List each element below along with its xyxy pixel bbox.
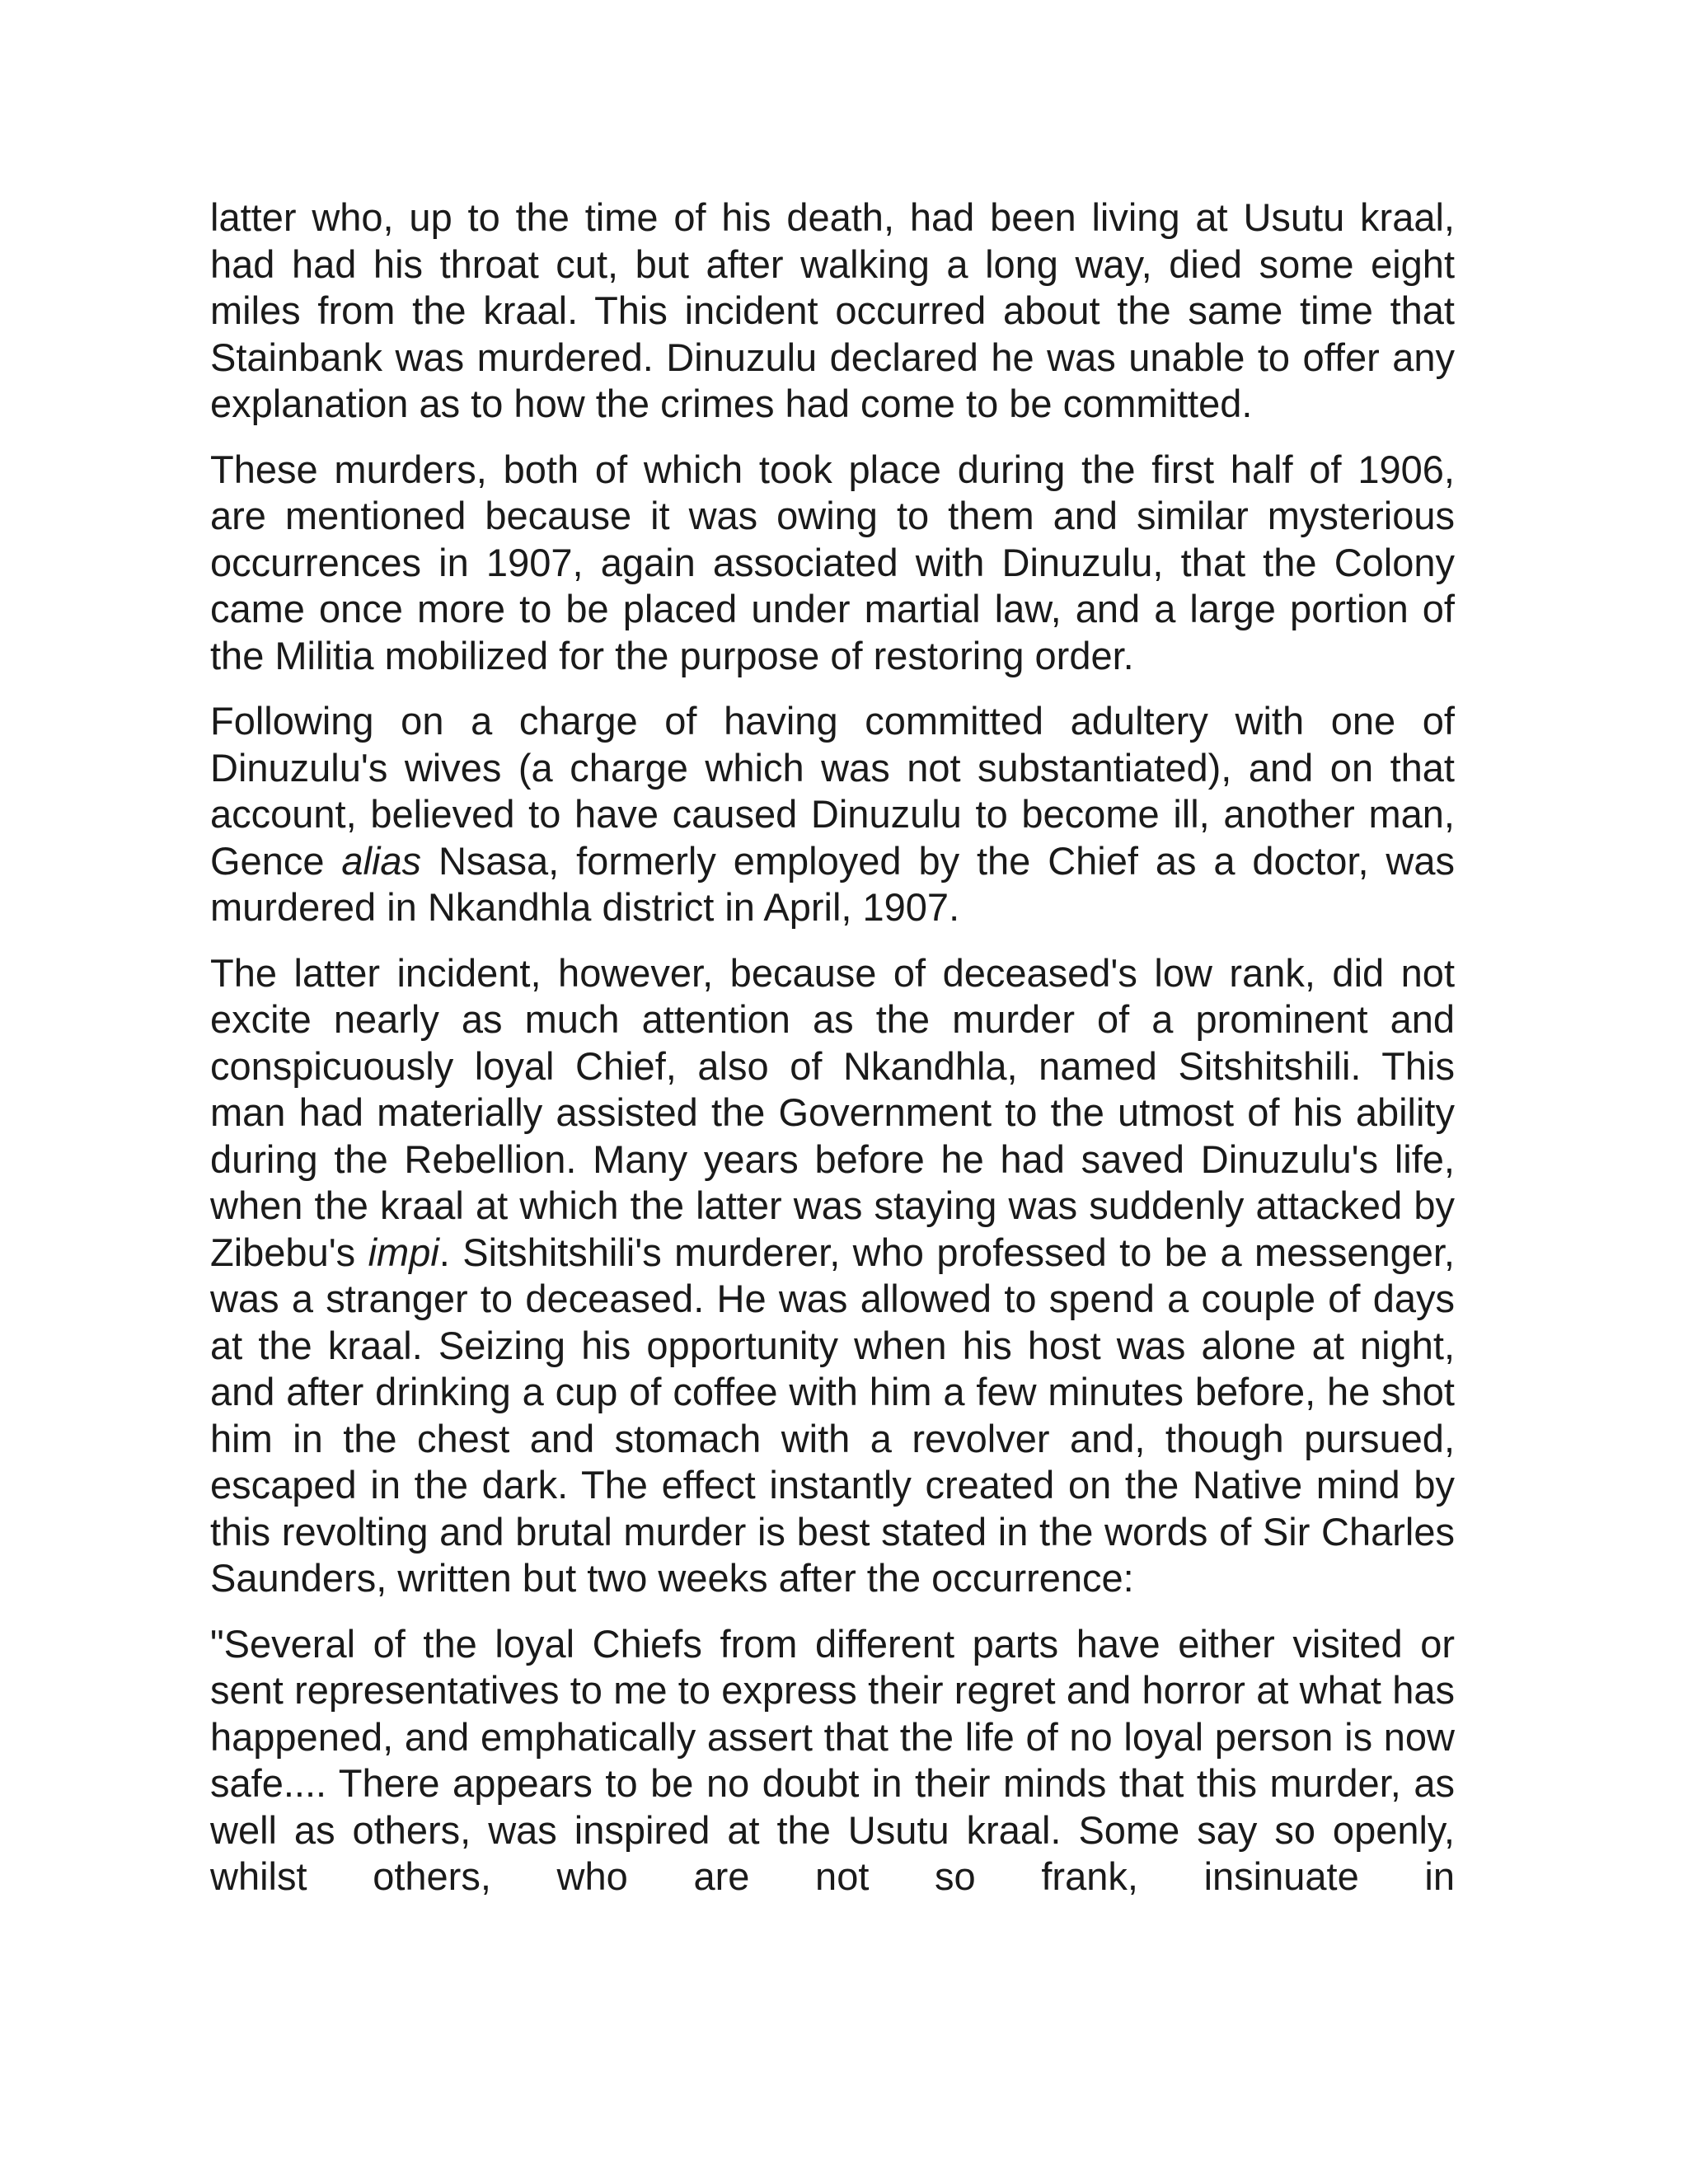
paragraph-text: Nsasa, formerly employed by the Chief as a doctor, was murdered in Nkandhla district in April, 1907. xyxy=(210,838,1455,929)
paragraph-text: The latter incident, however, because of deceased's low rank, did not excite nearly as much attention as the murder of a prominent and conspicuously loyal Chief, also of Nkandhla, named Sitshitshili. This man had materially assisted the Government to the utmost of his ability during the Rebellion. Many years before he had saved Dinuzulu's life, when the kraal at which the latter was staying was suddenly attacked by Zibebu's xyxy=(210,950,1455,1274)
italic-term: alias xyxy=(341,838,422,883)
paragraph-text: These murders, both of which took place during the first half of 1906, are mentioned because it was owing to them and similar mysterious occurrences in 1907, again associated with Dinuzulu, that the Colony came once more to be placed under martial law, and a large portion of the Militia mobilized for the purpose of restoring order. xyxy=(210,447,1455,677)
paragraph xyxy=(210,447,1455,680)
paragraph xyxy=(210,698,1455,931)
paragraph-text: latter who, up to the time of his death, had been living at Usutu kraal, had had his throat cut, but after walking a long way, died some eight miles from the kraal. This incident occurred about the same time that Stainbank was murdered. Dinuzulu declared he was unable to offer any explanation as to how the crimes had come to be committed. xyxy=(210,195,1455,425)
paragraph xyxy=(210,950,1455,1602)
paragraph-text: Following on a charge of having committed adultery with one of Dinuzulu's wives (a charge which was not substantiated), and on that account, believed to have caused Dinuzulu to become ill, another man, Gence xyxy=(210,699,1455,883)
paragraph xyxy=(210,194,1455,428)
document-page xyxy=(210,194,1455,1900)
paragraph-text: . Sitshitshili's murderer, who professed to be a messenger, was a stranger to deceased. He was allowed to spend a couple of days at the kraal. Seizing his opportunity when his host was alone at night, and after drinking a cup of coffee with him a few minutes before, he shot him in the chest and stomach with a revolver and, though pursued, escaped in the dark. The effect instantly created on the Native mind by this revolting and brutal murder is best stated in the words of Sir Charles Saunders, written but two weeks after the occurrence: xyxy=(210,1230,1455,1600)
paragraph-quote xyxy=(210,1621,1455,1900)
italic-term: impi xyxy=(368,1230,439,1274)
paragraph-text: "Several of the loyal Chiefs from different parts have either visited or sent representatives to me to express their regret and horror at what has happened, and emphatically assert that the life of no loyal person is now safe.... There appears to be no doubt in their minds that this murder, as well as others, was inspired at the Usutu kraal. Some say so openly, whilst others, who are not so frank, insinuate in xyxy=(210,1621,1455,1898)
